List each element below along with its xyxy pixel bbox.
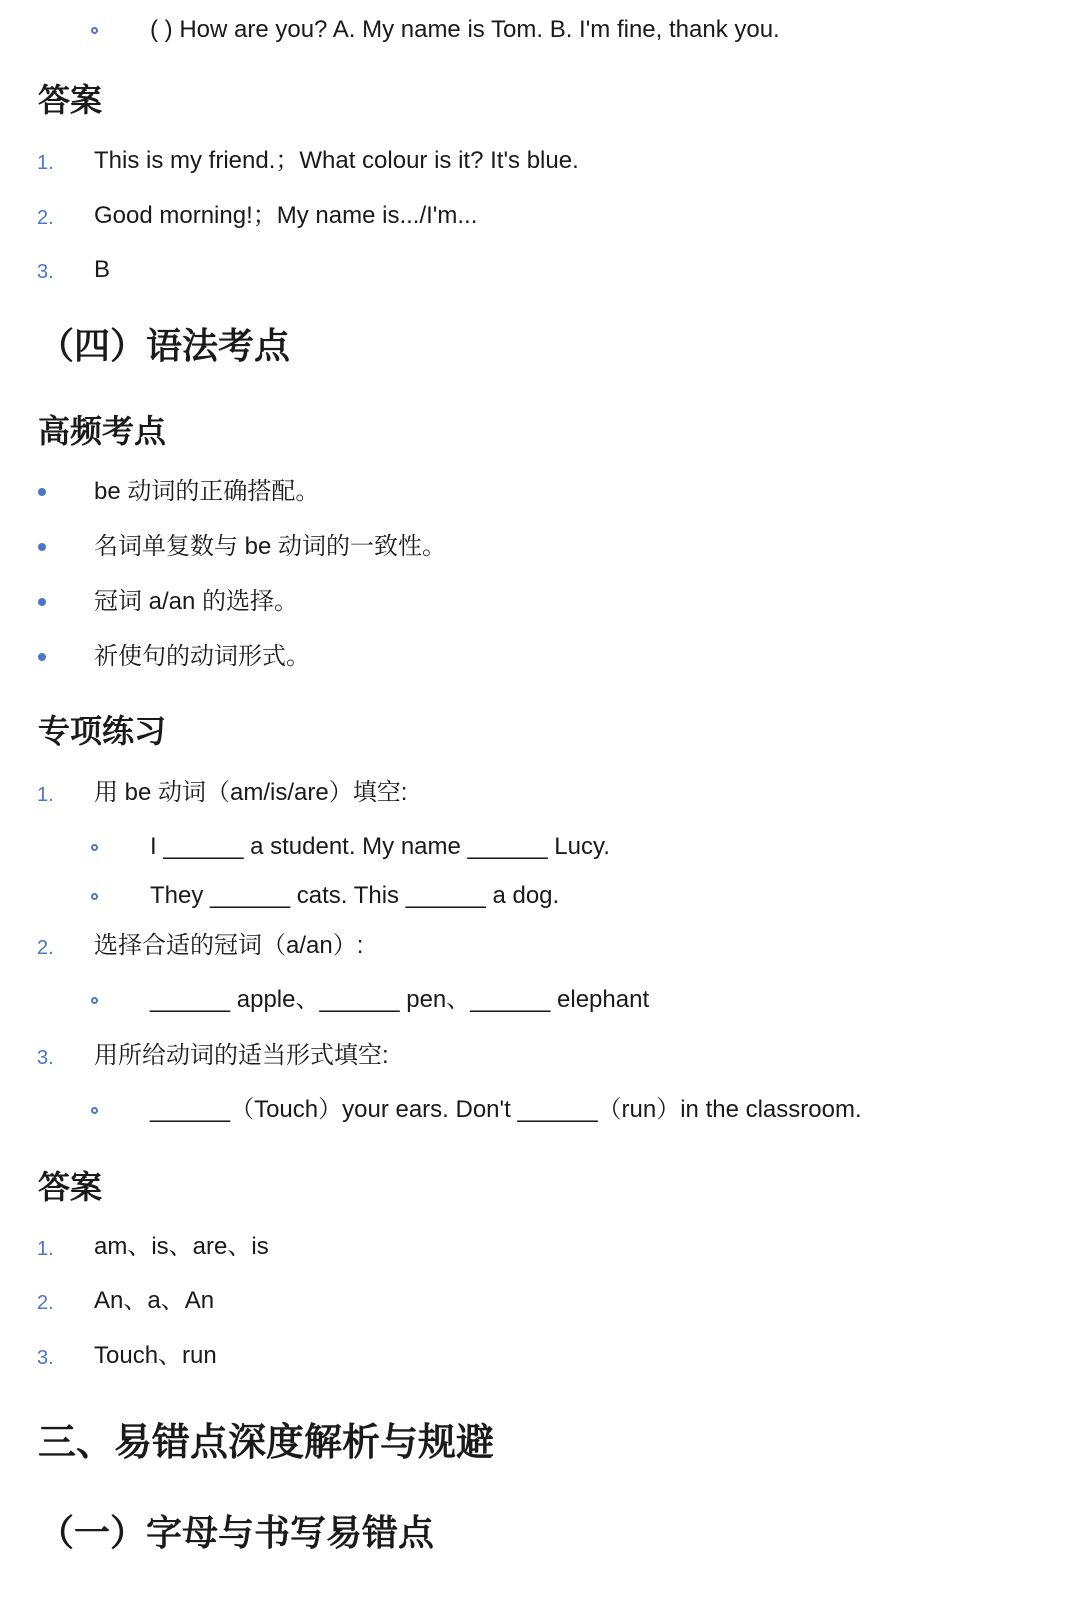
answer-heading: 答案 — [38, 1168, 103, 1206]
list-item: 名词单复数与 be 动词的一致性。 — [94, 533, 447, 560]
question-item: 用所给动词的适当形式填空: — [94, 1042, 389, 1069]
sub-bullet-icon — [91, 27, 98, 34]
answer-item: Touch、run — [94, 1342, 217, 1369]
question-item: 选择合适的冠词（a/an）: — [94, 932, 364, 959]
part-title: 三、易错点深度解析与规避 — [38, 1420, 495, 1464]
list-number: 2. — [37, 937, 54, 959]
list-item: 祈使句的动词形式。 — [94, 643, 310, 670]
section-title: （四）语法考点 — [38, 326, 291, 367]
sub-bullet-icon — [91, 893, 98, 900]
subsection-heading: 高频考点 — [38, 412, 167, 450]
list-number: 3. — [37, 1347, 54, 1369]
section-title: （一）字母与书写易错点 — [38, 1513, 435, 1554]
list-number: 1. — [37, 152, 54, 174]
bullet-icon — [38, 543, 46, 551]
sub-bullet-icon — [91, 1107, 98, 1114]
option-item: ( ) How are you? A. My name is Tom. B. I'm fine, thank you. — [150, 16, 780, 43]
list-item: 冠词 a/an 的选择。 — [94, 588, 299, 615]
answer-item: am、is、are、is — [94, 1233, 269, 1260]
subsection-heading: 专项练习 — [38, 712, 167, 750]
bullet-icon — [38, 598, 46, 606]
sub-item: ______ apple、______ pen、______ elephant — [150, 986, 650, 1013]
answer-item: This is my friend.；What colour is it? It's blue. — [94, 147, 579, 174]
answer-item: Good morning!；My name is.../I'm... — [94, 202, 478, 229]
sub-bullet-icon — [91, 844, 98, 851]
answer-item: B — [94, 256, 111, 283]
list-item: be 动词的正确搭配。 — [94, 478, 320, 505]
sub-item: ______（Touch）your ears. Don't ______（run）in the classroom. — [150, 1096, 862, 1123]
list-number: 1. — [37, 1238, 54, 1260]
sub-item: I ______ a student. My name ______ Lucy. — [150, 833, 610, 860]
list-number: 3. — [37, 261, 54, 283]
bullet-icon — [38, 653, 46, 661]
list-number: 2. — [37, 207, 54, 229]
answer-heading: 答案 — [38, 81, 103, 119]
list-number: 2. — [37, 1292, 54, 1314]
answer-item: An、a、An — [94, 1287, 215, 1314]
question-item: 用 be 动词（am/is/are）填空: — [94, 779, 408, 806]
sub-bullet-icon — [91, 997, 98, 1004]
list-number: 3. — [37, 1047, 54, 1069]
sub-item: They ______ cats. This ______ a dog. — [150, 882, 560, 909]
bullet-icon — [38, 488, 46, 496]
list-number: 1. — [37, 784, 54, 806]
